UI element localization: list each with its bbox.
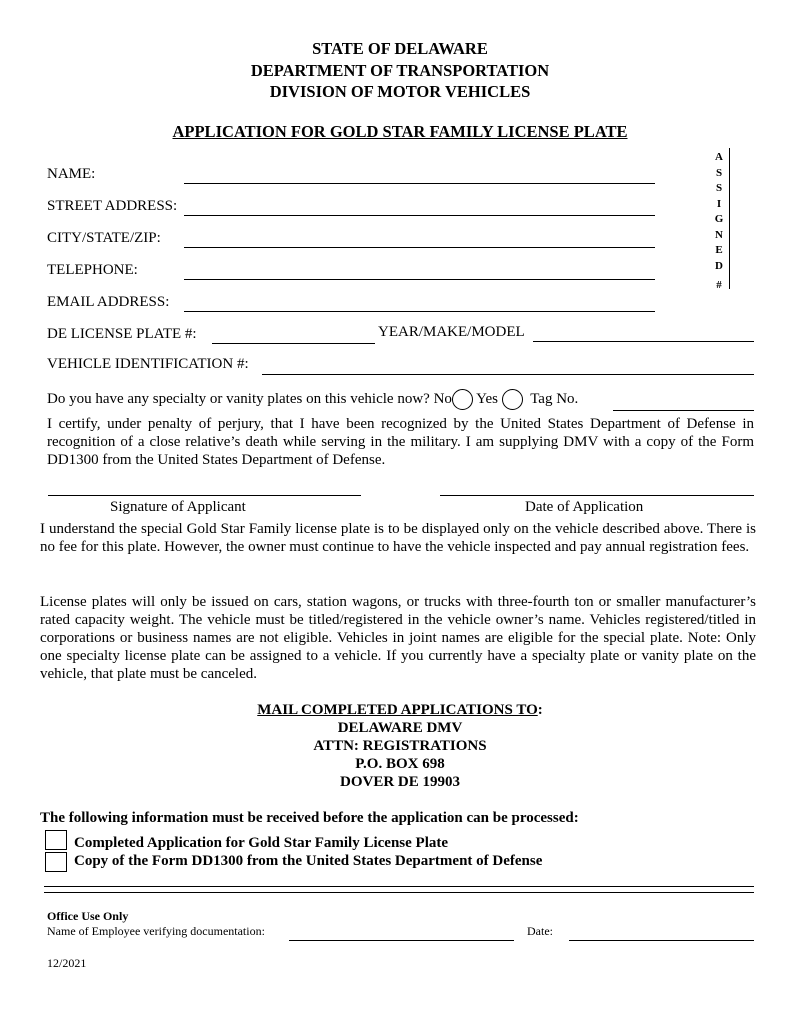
assigned-letter: I (716, 197, 722, 210)
office-date-field[interactable] (569, 940, 754, 941)
email-address-field[interactable] (184, 311, 655, 312)
assigned-letter: E (715, 244, 723, 256)
specialty-question: Do you have any specialty or vanity plates on this vehicle now? No (47, 391, 452, 407)
mail-line-2: ATTN: REGISTRATIONS (313, 738, 487, 754)
mail-line-4: DOVER DE 19903 (339, 774, 460, 790)
name-label: NAME: (47, 166, 96, 182)
header-line-1: STATE OF DELAWARE (312, 39, 488, 58)
office-use-heading: Office Use Only (47, 909, 129, 923)
header-line-2: DEPARTMENT OF TRANSPORTATION (250, 61, 550, 80)
requirement-checkbox-2[interactable] (45, 852, 67, 872)
application-date-field[interactable] (440, 495, 754, 496)
form-title: APPLICATION FOR GOLD STAR FAMILY LICENSE PLATE (172, 122, 628, 141)
employee-label: Name of Employee verifying documentation: (47, 924, 265, 938)
applicant-signature-label: Signature of Applicant (110, 499, 246, 515)
section-divider (44, 886, 754, 893)
assigned-divider (729, 148, 730, 289)
assigned-letter: G (714, 213, 724, 225)
certification-text: I certify, under penalty of perjury, that I have been recognized by the United States Department of Defense in recognition of a close relative’s death while serving in the military. I am supplying DMV with a copy of the Form DD1300 from the United States Department of Defense. (47, 416, 754, 468)
plate-number-field[interactable] (212, 343, 375, 344)
street-address-label: STREET ADDRESS: (47, 198, 178, 214)
yes-label: Yes (476, 391, 498, 407)
telephone-field[interactable] (184, 279, 655, 280)
understand-paragraph: I understand the special Gold Star Family license plate is to be displayed only on the vehicle described above. There is no fee for this plate. However, the owner must continue to have the vehicle inspected and pay annual registration fees. (40, 521, 756, 555)
application-date-label: Date of Application (525, 499, 644, 515)
mail-line-1: DELAWARE DMV (337, 720, 463, 736)
requirements-heading: The following information must be received before the application can be processed: (40, 810, 579, 826)
requirement-item-2: Copy of the Form DD1300 from the United States Department of Defense (74, 853, 543, 869)
assigned-letter: S (715, 182, 723, 194)
revision-date: 12/2021 (47, 956, 87, 970)
assigned-letter: A (715, 151, 723, 163)
mail-heading-colon: : (537, 702, 543, 718)
assigned-vertical-label (712, 150, 726, 294)
city-state-zip-label: CITY/STATE/ZIP: (47, 230, 161, 246)
telephone-label: TELEPHONE: (47, 262, 138, 278)
assigned-letter: S (715, 166, 723, 179)
applicant-signature-field[interactable] (48, 495, 361, 496)
year-make-model-label: YEAR/MAKE/MODEL (378, 324, 525, 340)
no-radio[interactable] (452, 389, 473, 410)
assigned-letter: D (715, 259, 723, 272)
employee-field[interactable] (289, 940, 514, 941)
email-address-label: EMAIL ADDRESS: (47, 294, 170, 310)
mail-heading: MAIL COMPLETED APPLICATIONS TO (257, 702, 538, 718)
header-line-3: DIVISION OF MOTOR VEHICLES (269, 82, 531, 101)
license-paragraph: License plates will only be issued on cars, station wagons, or trucks with three-fourth ton or smaller manufacturer’s rated capacity weight. The vehicle must be titled/registered in the vehicle owner’s name. Vehicles registered/titled in corporations or business names are not eligible. Vehicles in joint names are eligible for the special plate. Note: Only one specialty license plate can be assigned to a vehicle. If you currently have a specialty plate or vanity plate on the vehicle, that plate must be canceled. (40, 594, 756, 682)
vin-label: VEHICLE IDENTIFICATION #: (47, 356, 249, 372)
requirement-checkbox-1[interactable] (45, 830, 67, 850)
tag-number-label: Tag No. (530, 391, 579, 407)
specialty-question-row (47, 387, 578, 411)
name-field[interactable] (184, 183, 655, 184)
assigned-letter: # (716, 279, 722, 291)
city-state-zip-field[interactable] (184, 247, 655, 248)
plate-number-label: DE LICENSE PLATE #: (47, 326, 197, 342)
mail-line-3: P.O. BOX 698 (355, 756, 445, 772)
requirement-item-1: Completed Application for Gold Star Family License Plate (74, 835, 449, 851)
mail-heading-row (0, 701, 800, 720)
yes-radio[interactable] (502, 389, 523, 410)
year-make-model-field[interactable] (533, 341, 754, 342)
street-address-field[interactable] (184, 215, 655, 216)
assigned-letter: N (715, 228, 723, 241)
office-date-label: Date: (527, 924, 553, 938)
vin-field[interactable] (262, 374, 754, 375)
tag-number-field[interactable] (613, 410, 754, 411)
